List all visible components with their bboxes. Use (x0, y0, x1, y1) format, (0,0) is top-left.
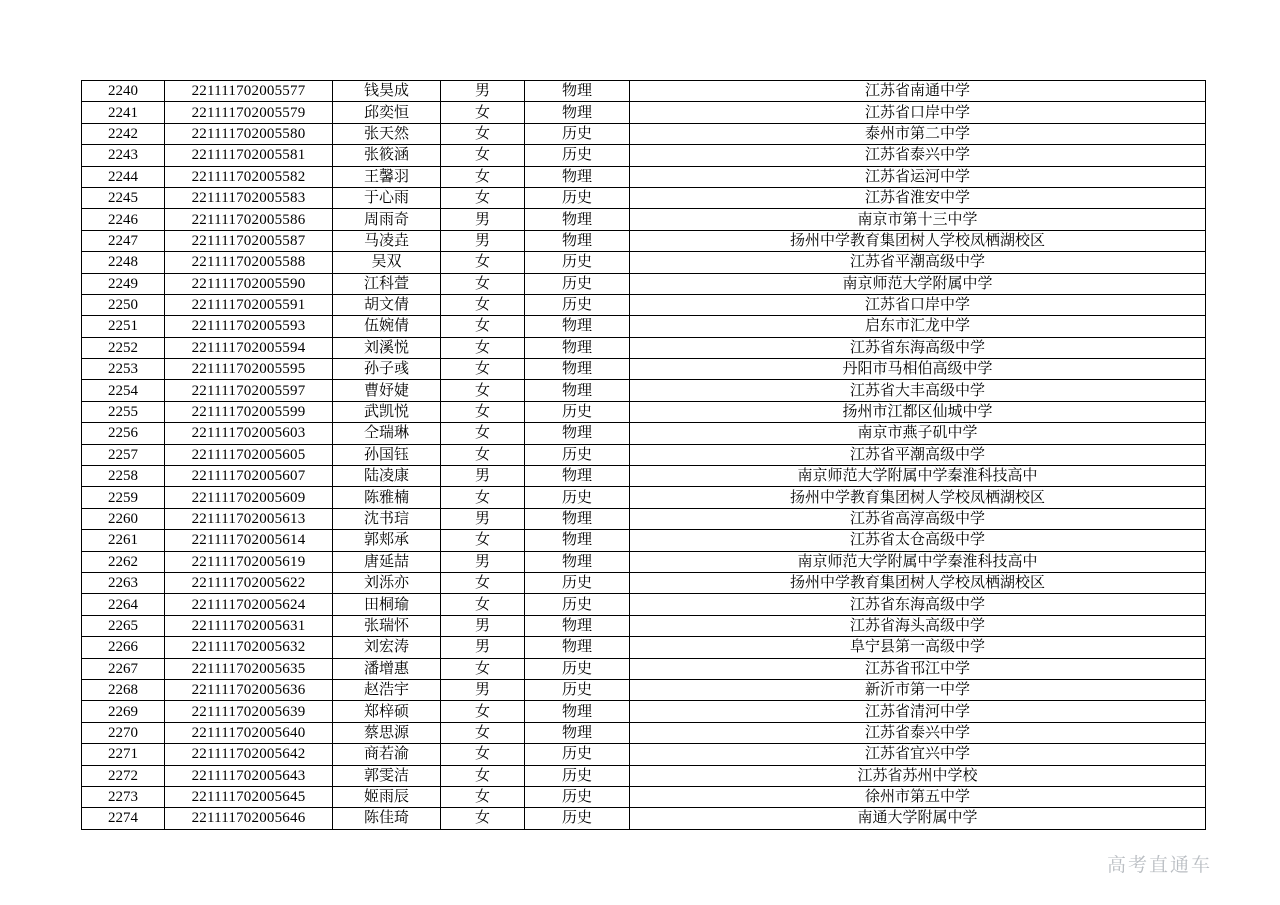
table-row (82, 658, 1206, 679)
cell-sex: 女 (441, 594, 525, 615)
table-row (82, 102, 1206, 123)
cell-subject: 历史 (525, 765, 630, 786)
cell-sex: 男 (441, 679, 525, 700)
cell-candidate-id: 221111702005588 (165, 252, 333, 273)
cell-candidate-id: 221111702005597 (165, 380, 333, 401)
cell-sequence: 2264 (82, 594, 165, 615)
cell-school: 扬州中学教育集团树人学校凤栖湖校区 (630, 572, 1206, 593)
cell-name: 张筱涵 (333, 145, 441, 166)
cell-candidate-id: 221111702005590 (165, 273, 333, 294)
cell-school: 江苏省清河中学 (630, 701, 1206, 722)
cell-name: 潘增惠 (333, 658, 441, 679)
cell-candidate-id: 221111702005613 (165, 508, 333, 529)
cell-candidate-id: 221111702005635 (165, 658, 333, 679)
cell-sequence: 2252 (82, 337, 165, 358)
table-row (82, 187, 1206, 208)
cell-sex: 男 (441, 508, 525, 529)
cell-subject: 物理 (525, 530, 630, 551)
cell-subject: 物理 (525, 551, 630, 572)
cell-name: 蔡思源 (333, 722, 441, 743)
cell-candidate-id: 221111702005607 (165, 466, 333, 487)
table-row (82, 744, 1206, 765)
cell-subject: 历史 (525, 786, 630, 807)
cell-candidate-id: 221111702005609 (165, 487, 333, 508)
cell-subject: 物理 (525, 615, 630, 636)
cell-subject: 物理 (525, 637, 630, 658)
cell-candidate-id: 221111702005591 (165, 294, 333, 315)
cell-school: 江苏省海头高级中学 (630, 615, 1206, 636)
cell-school: 南京师范大学附属中学 (630, 273, 1206, 294)
cell-candidate-id: 221111702005645 (165, 786, 333, 807)
cell-sequence: 2240 (82, 81, 165, 102)
cell-sex: 女 (441, 294, 525, 315)
cell-sex: 男 (441, 551, 525, 572)
cell-candidate-id: 221111702005622 (165, 572, 333, 593)
cell-candidate-id: 221111702005595 (165, 359, 333, 380)
cell-school: 丹阳市马相伯高级中学 (630, 359, 1206, 380)
cell-sex: 女 (441, 359, 525, 380)
cell-sex: 女 (441, 701, 525, 722)
cell-sex: 女 (441, 401, 525, 422)
cell-school: 江苏省太仓高级中学 (630, 530, 1206, 551)
cell-name: 郑梓硕 (333, 701, 441, 722)
cell-sex: 女 (441, 530, 525, 551)
cell-name: 曹妤婕 (333, 380, 441, 401)
cell-name: 胡文倩 (333, 294, 441, 315)
table-row (82, 487, 1206, 508)
cell-sequence: 2244 (82, 166, 165, 187)
cell-sequence: 2257 (82, 444, 165, 465)
cell-candidate-id: 221111702005632 (165, 637, 333, 658)
table-row (82, 359, 1206, 380)
cell-school: 江苏省口岸中学 (630, 102, 1206, 123)
table-row (82, 637, 1206, 658)
cell-subject: 物理 (525, 701, 630, 722)
cell-sex: 女 (441, 765, 525, 786)
cell-name: 马凌垚 (333, 230, 441, 251)
cell-subject: 历史 (525, 744, 630, 765)
table-row (82, 444, 1206, 465)
cell-candidate-id: 221111702005619 (165, 551, 333, 572)
table-row (82, 765, 1206, 786)
cell-school: 江苏省平潮高级中学 (630, 444, 1206, 465)
cell-name: 孙子彧 (333, 359, 441, 380)
cell-subject: 历史 (525, 594, 630, 615)
cell-candidate-id: 221111702005581 (165, 145, 333, 166)
cell-candidate-id: 221111702005639 (165, 701, 333, 722)
table-row (82, 530, 1206, 551)
cell-sex: 女 (441, 744, 525, 765)
cell-sequence: 2253 (82, 359, 165, 380)
cell-candidate-id: 221111702005580 (165, 123, 333, 144)
cell-candidate-id: 221111702005603 (165, 423, 333, 444)
cell-subject: 物理 (525, 81, 630, 102)
cell-sequence: 2268 (82, 679, 165, 700)
cell-name: 王馨羽 (333, 166, 441, 187)
cell-subject: 物理 (525, 166, 630, 187)
cell-school: 扬州中学教育集团树人学校凤栖湖校区 (630, 230, 1206, 251)
cell-sex: 男 (441, 230, 525, 251)
cell-candidate-id: 221111702005587 (165, 230, 333, 251)
cell-name: 吴双 (333, 252, 441, 273)
cell-sex: 女 (441, 487, 525, 508)
cell-sequence: 2271 (82, 744, 165, 765)
table-row (82, 273, 1206, 294)
cell-sequence: 2274 (82, 808, 165, 829)
cell-sex: 女 (441, 102, 525, 123)
cell-candidate-id: 221111702005643 (165, 765, 333, 786)
cell-candidate-id: 221111702005583 (165, 187, 333, 208)
cell-sequence: 2270 (82, 722, 165, 743)
cell-sex: 女 (441, 572, 525, 593)
cell-name: 田桐瑜 (333, 594, 441, 615)
cell-sex: 男 (441, 81, 525, 102)
cell-sequence: 2250 (82, 294, 165, 315)
cell-name: 刘泺亦 (333, 572, 441, 593)
cell-sequence: 2269 (82, 701, 165, 722)
cell-name: 沈书琂 (333, 508, 441, 529)
cell-subject: 历史 (525, 679, 630, 700)
table-row (82, 808, 1206, 829)
table-row (82, 316, 1206, 337)
cell-school: 南京市燕子矶中学 (630, 423, 1206, 444)
cell-subject: 历史 (525, 444, 630, 465)
table-row (82, 701, 1206, 722)
cell-name: 刘溪悦 (333, 337, 441, 358)
cell-name: 武凯悦 (333, 401, 441, 422)
cell-subject: 物理 (525, 423, 630, 444)
cell-subject: 历史 (525, 123, 630, 144)
cell-subject: 物理 (525, 102, 630, 123)
cell-subject: 物理 (525, 230, 630, 251)
table-row (82, 508, 1206, 529)
cell-sex: 男 (441, 637, 525, 658)
cell-candidate-id: 221111702005605 (165, 444, 333, 465)
cell-sequence: 2245 (82, 187, 165, 208)
cell-name: 邱奕恒 (333, 102, 441, 123)
cell-sequence: 2272 (82, 765, 165, 786)
table-row (82, 337, 1206, 358)
cell-subject: 历史 (525, 487, 630, 508)
cell-school: 江苏省平潮高级中学 (630, 252, 1206, 273)
cell-name: 郭郏承 (333, 530, 441, 551)
cell-school: 江苏省高淳高级中学 (630, 508, 1206, 529)
cell-sequence: 2273 (82, 786, 165, 807)
cell-subject: 历史 (525, 808, 630, 829)
table-row (82, 572, 1206, 593)
cell-school: 江苏省苏州中学校 (630, 765, 1206, 786)
cell-candidate-id: 221111702005579 (165, 102, 333, 123)
cell-subject: 物理 (525, 380, 630, 401)
cell-subject: 物理 (525, 337, 630, 358)
roster-table-container (81, 80, 1199, 830)
cell-school: 江苏省邗江中学 (630, 658, 1206, 679)
cell-sex: 女 (441, 444, 525, 465)
table-row (82, 551, 1206, 572)
cell-sequence: 2251 (82, 316, 165, 337)
cell-school: 扬州市江都区仙城中学 (630, 401, 1206, 422)
cell-name: 赵浩宇 (333, 679, 441, 700)
table-row (82, 209, 1206, 230)
table-row (82, 423, 1206, 444)
cell-sex: 女 (441, 423, 525, 444)
cell-school: 泰州市第二中学 (630, 123, 1206, 144)
cell-candidate-id: 221111702005577 (165, 81, 333, 102)
cell-subject: 物理 (525, 466, 630, 487)
cell-sequence: 2266 (82, 637, 165, 658)
cell-sequence: 2258 (82, 466, 165, 487)
cell-name: 钱昊成 (333, 81, 441, 102)
cell-sequence: 2249 (82, 273, 165, 294)
cell-subject: 物理 (525, 722, 630, 743)
cell-school: 新沂市第一中学 (630, 679, 1206, 700)
cell-school: 江苏省东海高级中学 (630, 594, 1206, 615)
cell-school: 江苏省运河中学 (630, 166, 1206, 187)
cell-sequence: 2246 (82, 209, 165, 230)
cell-school: 江苏省口岸中学 (630, 294, 1206, 315)
cell-candidate-id: 221111702005624 (165, 594, 333, 615)
cell-sequence: 2243 (82, 145, 165, 166)
cell-school: 江苏省宜兴中学 (630, 744, 1206, 765)
cell-name: 仝瑞琳 (333, 423, 441, 444)
table-row (82, 722, 1206, 743)
cell-name: 周雨奇 (333, 209, 441, 230)
cell-school: 扬州中学教育集团树人学校凤栖湖校区 (630, 487, 1206, 508)
cell-candidate-id: 221111702005614 (165, 530, 333, 551)
cell-subject: 历史 (525, 658, 630, 679)
cell-name: 于心雨 (333, 187, 441, 208)
cell-sequence: 2254 (82, 380, 165, 401)
cell-school: 南京师范大学附属中学秦淮科技高中 (630, 466, 1206, 487)
cell-school: 江苏省大丰高级中学 (630, 380, 1206, 401)
table-row (82, 145, 1206, 166)
cell-sex: 女 (441, 808, 525, 829)
table-row (82, 786, 1206, 807)
cell-sequence: 2241 (82, 102, 165, 123)
cell-subject: 历史 (525, 401, 630, 422)
cell-candidate-id: 221111702005646 (165, 808, 333, 829)
cell-sequence: 2242 (82, 123, 165, 144)
cell-school: 江苏省南通中学 (630, 81, 1206, 102)
cell-sex: 女 (441, 658, 525, 679)
cell-name: 陈雅楠 (333, 487, 441, 508)
cell-sex: 女 (441, 786, 525, 807)
cell-sex: 女 (441, 273, 525, 294)
table-row (82, 294, 1206, 315)
watermark-text: 高考直通车 (1106, 854, 1212, 876)
roster-table-body (82, 81, 1206, 830)
cell-subject: 历史 (525, 572, 630, 593)
cell-sequence: 2248 (82, 252, 165, 273)
cell-candidate-id: 221111702005593 (165, 316, 333, 337)
cell-sex: 女 (441, 145, 525, 166)
cell-school: 江苏省东海高级中学 (630, 337, 1206, 358)
cell-name: 姬雨辰 (333, 786, 441, 807)
table-row (82, 123, 1206, 144)
cell-candidate-id: 221111702005631 (165, 615, 333, 636)
cell-candidate-id: 221111702005636 (165, 679, 333, 700)
cell-sequence: 2265 (82, 615, 165, 636)
cell-subject: 物理 (525, 316, 630, 337)
cell-name: 陈佳琦 (333, 808, 441, 829)
cell-candidate-id: 221111702005640 (165, 722, 333, 743)
cell-sex: 女 (441, 166, 525, 187)
cell-name: 商若渝 (333, 744, 441, 765)
cell-school: 阜宁县第一高级中学 (630, 637, 1206, 658)
cell-candidate-id: 221111702005586 (165, 209, 333, 230)
table-row (82, 230, 1206, 251)
cell-sequence: 2262 (82, 551, 165, 572)
cell-sex: 女 (441, 252, 525, 273)
cell-school: 启东市汇龙中学 (630, 316, 1206, 337)
cell-name: 刘宏涛 (333, 637, 441, 658)
cell-name: 郭雯洁 (333, 765, 441, 786)
cell-candidate-id: 221111702005582 (165, 166, 333, 187)
cell-sequence: 2256 (82, 423, 165, 444)
table-row (82, 380, 1206, 401)
cell-subject: 历史 (525, 187, 630, 208)
table-row (82, 401, 1206, 422)
table-row (82, 166, 1206, 187)
table-row (82, 679, 1206, 700)
cell-candidate-id: 221111702005599 (165, 401, 333, 422)
table-row (82, 615, 1206, 636)
cell-sequence: 2267 (82, 658, 165, 679)
cell-sequence: 2247 (82, 230, 165, 251)
cell-sex: 女 (441, 316, 525, 337)
cell-school: 南京师范大学附属中学秦淮科技高中 (630, 551, 1206, 572)
cell-name: 唐延喆 (333, 551, 441, 572)
cell-subject: 历史 (525, 252, 630, 273)
cell-sequence: 2255 (82, 401, 165, 422)
cell-sex: 女 (441, 187, 525, 208)
cell-name: 江科萱 (333, 273, 441, 294)
cell-name: 张瑞怀 (333, 615, 441, 636)
cell-school: 徐州市第五中学 (630, 786, 1206, 807)
cell-subject: 物理 (525, 508, 630, 529)
cell-subject: 物理 (525, 359, 630, 380)
cell-subject: 历史 (525, 273, 630, 294)
cell-school: 江苏省淮安中学 (630, 187, 1206, 208)
roster-table (81, 80, 1206, 830)
cell-name: 张天然 (333, 123, 441, 144)
cell-subject: 历史 (525, 294, 630, 315)
cell-school: 江苏省泰兴中学 (630, 722, 1206, 743)
cell-sequence: 2261 (82, 530, 165, 551)
cell-sequence: 2263 (82, 572, 165, 593)
table-row (82, 81, 1206, 102)
cell-sex: 男 (441, 466, 525, 487)
cell-school: 南京市第十三中学 (630, 209, 1206, 230)
table-row (82, 594, 1206, 615)
table-row (82, 466, 1206, 487)
cell-sex: 男 (441, 615, 525, 636)
cell-subject: 历史 (525, 145, 630, 166)
cell-name: 陆凌康 (333, 466, 441, 487)
cell-sex: 女 (441, 123, 525, 144)
cell-name: 孙国钰 (333, 444, 441, 465)
cell-sex: 女 (441, 722, 525, 743)
cell-sex: 女 (441, 380, 525, 401)
cell-sex: 男 (441, 209, 525, 230)
cell-name: 伍婉倩 (333, 316, 441, 337)
cell-school: 南通大学附属中学 (630, 808, 1206, 829)
cell-sex: 女 (441, 337, 525, 358)
cell-candidate-id: 221111702005594 (165, 337, 333, 358)
cell-subject: 物理 (525, 209, 630, 230)
cell-school: 江苏省泰兴中学 (630, 145, 1206, 166)
cell-sequence: 2260 (82, 508, 165, 529)
cell-candidate-id: 221111702005642 (165, 744, 333, 765)
table-row (82, 252, 1206, 273)
cell-sequence: 2259 (82, 487, 165, 508)
